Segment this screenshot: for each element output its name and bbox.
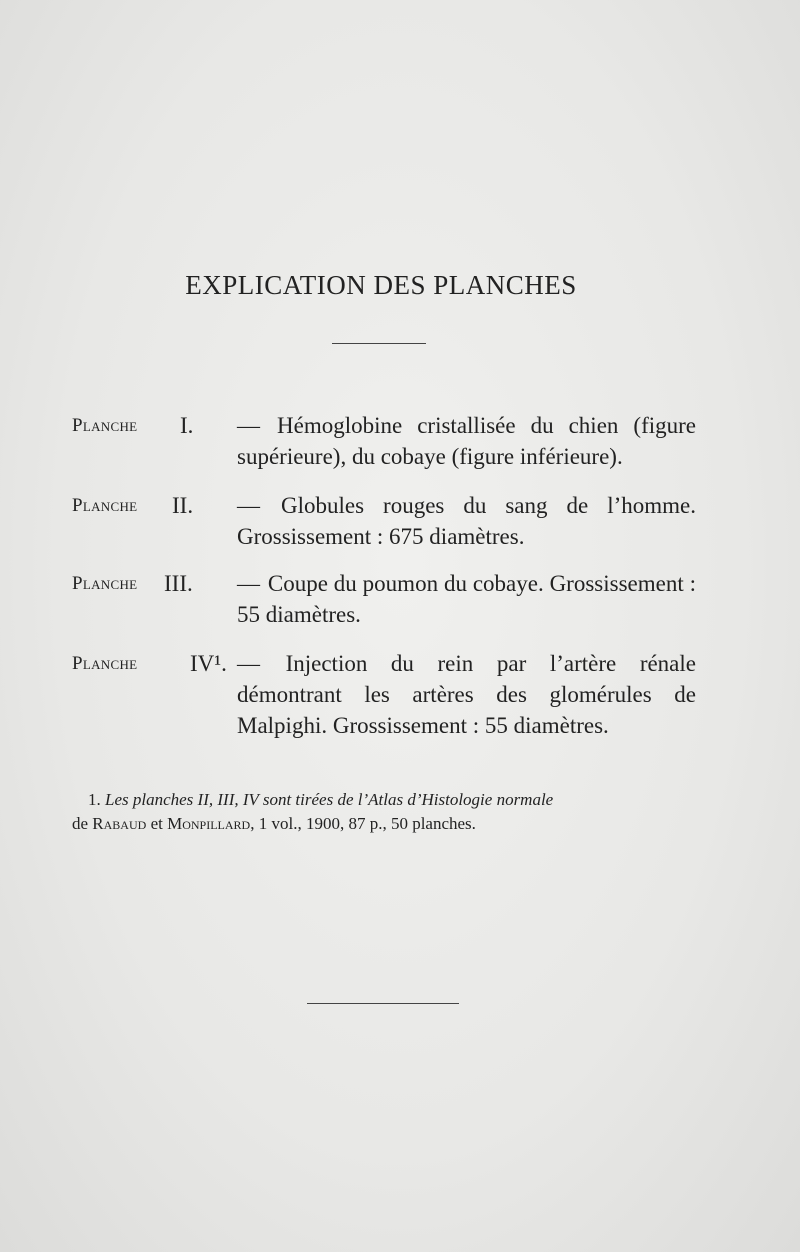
plate-label: Planche xyxy=(72,573,138,594)
plate-dash: — xyxy=(237,571,260,596)
plate-label: Planche xyxy=(72,415,138,436)
footnote-rest: , 1 vol., 1900, 87 p., 50 planches. xyxy=(250,814,476,833)
plate-description xyxy=(237,568,696,630)
plate-text: Coupe du poumon du cobaye. Grossissement : 55 diamètres. xyxy=(237,571,696,627)
plate-label: Planche xyxy=(72,495,138,516)
footnote-author: Rabaud xyxy=(92,814,147,833)
plate-dash: — xyxy=(237,493,260,518)
plate-description xyxy=(237,490,696,552)
footnote-pre: de xyxy=(72,814,89,833)
plate-dash: — xyxy=(237,413,260,438)
plate-number: II. xyxy=(172,493,194,518)
plate-description xyxy=(237,648,696,741)
footnote-italic-text: Les planches II, III, IV sont tirées de l’Atlas d’Histologie normale xyxy=(105,790,554,809)
footnote-marker: 1. xyxy=(88,790,101,809)
plate-description xyxy=(237,410,696,472)
plate-dash: — xyxy=(237,651,260,676)
closing-rule xyxy=(307,1003,459,1004)
page-title: EXPLICATION DES PLANCHES xyxy=(185,270,577,300)
plate-number: I. xyxy=(180,413,194,438)
footnote-author: Monpillard xyxy=(167,814,251,833)
plate-entry xyxy=(72,490,696,552)
plate-text: Hémoglobine cristallisée du chien (figure supérieure), du cobaye (figure inférieure). xyxy=(237,413,696,469)
plate-number: IV¹. xyxy=(190,651,227,676)
plate-text: Globules rouges du sang de l’homme. Grossissement : 675 diamètres. xyxy=(237,493,696,549)
plate-entry xyxy=(72,568,696,630)
plate-text: Injection du rein par l’artère rénale démontrant les artères des glomérules de Malpighi. Grossissement : 55 diamètres. xyxy=(237,651,696,738)
plate-label: Planche xyxy=(72,653,138,674)
footnote xyxy=(72,788,698,836)
plate-entry xyxy=(72,648,696,741)
title-rule xyxy=(332,343,426,344)
plate-entry xyxy=(72,410,696,472)
plate-number: III. xyxy=(164,571,193,596)
footnote-mid: et xyxy=(150,814,163,833)
